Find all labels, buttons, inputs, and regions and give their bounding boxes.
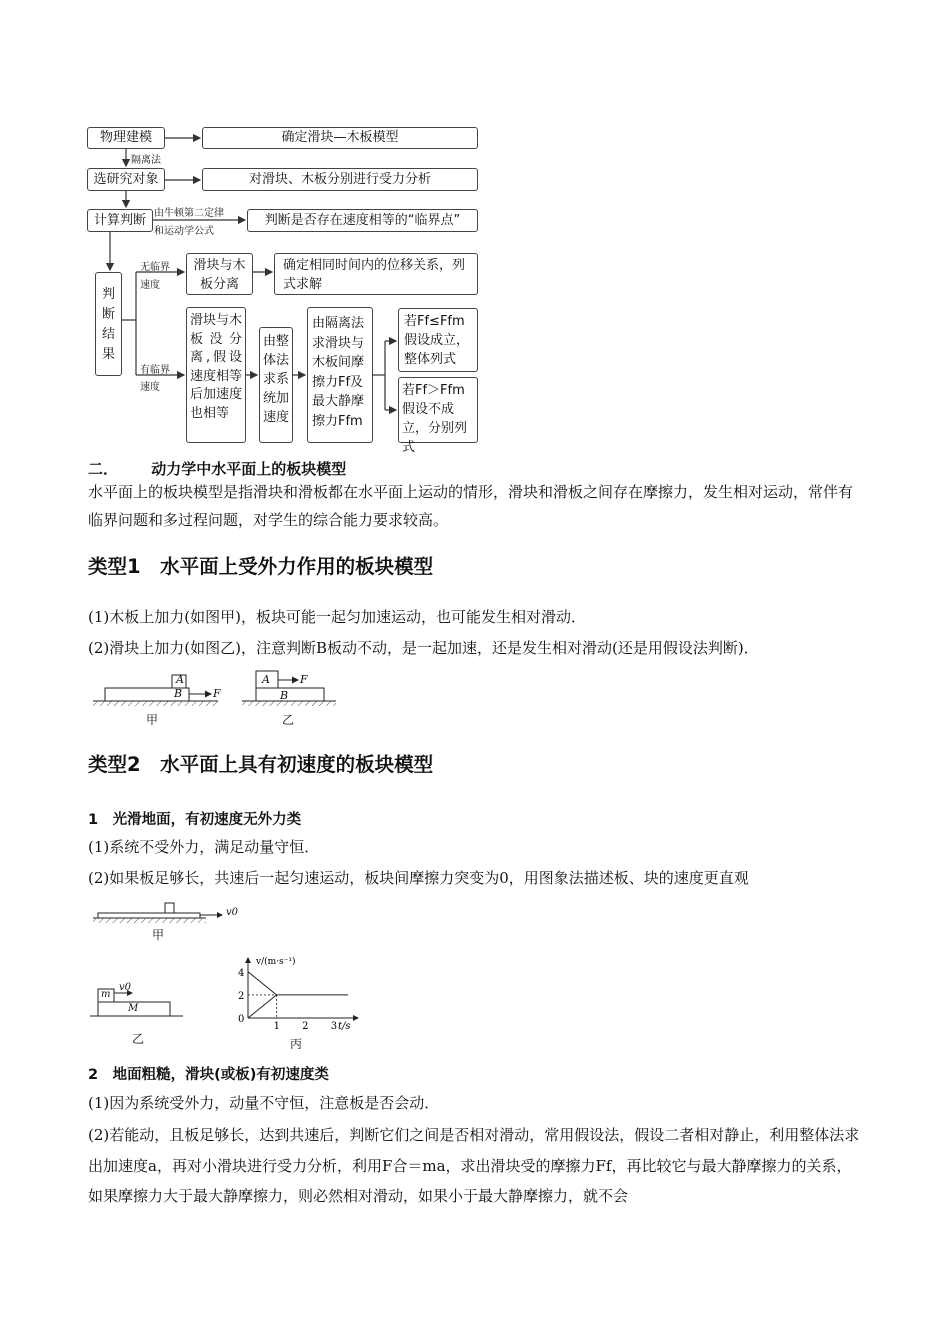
flow-case2-box <box>398 377 478 455</box>
flow-no-critical-label-1: 无临界 <box>140 262 170 273</box>
fig-a-ground <box>93 701 218 706</box>
section2-title: 动力学中水平面上的板块模型 <box>151 460 347 478</box>
flow-has-critical-label-2: 速度 <box>140 382 160 393</box>
flow-separate-result-text: 确定相同时间内的位移关系，列式求解 <box>283 258 466 292</box>
flow-isolate-friction-box <box>307 307 373 443</box>
section2-heading <box>88 458 346 479</box>
fig-yi-m-label: m <box>101 989 111 1000</box>
flow-newton-label-2: 和运动学公式 <box>154 226 214 237</box>
type1-p2: (2)滑块上加力(如图乙)，注意判断B板动不动，是一起加速，还是发生相对滑动(还是用假设法判断)． <box>88 639 759 657</box>
fig-b-ground <box>242 701 336 706</box>
fig-b-caption: 乙 <box>282 713 295 727</box>
fig-yi-v-label: v0 <box>119 982 132 993</box>
flow-newton-label-1: 由牛顿第二定律 <box>154 208 224 219</box>
fig-b-label-B: B <box>280 689 289 702</box>
flow-model-box <box>87 127 165 149</box>
flow-isolate-friction-text: 由隔离法求滑块与木板间摩擦力Ff及最大静摩擦力Ffm <box>312 316 365 429</box>
vt-ylabel: v/(m·s⁻¹) <box>256 957 296 967</box>
flow-judge-box <box>95 272 122 376</box>
section2-number: 二． <box>88 460 119 478</box>
flow-separate-result-box <box>274 253 478 295</box>
type2-s2p1: (1)因为系统受外力，动量不守恒，注意板是否会动． <box>88 1094 440 1112</box>
type2-sub2: 2 地面粗糙，滑块(或板)有初速度类 <box>88 1067 329 1083</box>
fig-jia-caption: 甲 <box>152 928 165 942</box>
flow-select-box <box>87 168 165 191</box>
fig-yi-M-label: M <box>128 1003 139 1014</box>
flow-case2-text: 若Ff＞Ffm 假设不成立，分别列式 <box>402 383 468 455</box>
fig-a-label-A: A <box>176 673 184 686</box>
flow-separate-box <box>186 253 253 295</box>
type2-fig-yi <box>88 980 188 1020</box>
vt-series-line-1 <box>248 995 277 1018</box>
flow-isolation-label: 隔离法 <box>131 155 161 166</box>
flow-case1-text: 若Ff≤Ffm 假设成立，整体列式 <box>404 314 470 367</box>
vt-series-line-0 <box>248 972 348 995</box>
vt-chart <box>226 952 366 1034</box>
type1-title: 类型1 水平面上受外力作用的板块模型 <box>88 555 434 578</box>
fig-b-label-A: A <box>262 673 270 686</box>
fig-b-label-F: F <box>300 673 308 686</box>
fig-jia-v-label: v0 <box>226 907 239 918</box>
flow-calc-result-box <box>247 209 478 232</box>
flow-select-result-box <box>202 168 478 191</box>
type2-sub1: 1 光滑地面，有初速度无外力类 <box>88 812 302 828</box>
fig-a-label-B: B <box>174 687 183 700</box>
flow-calc-text: 计算判断 <box>93 212 146 228</box>
vt-ytick-label: 0 <box>238 1014 245 1025</box>
flow-separate-text: 滑块与木板分离 <box>193 258 246 292</box>
vt-xtick-label: 1 <box>273 1021 280 1032</box>
flow-assume-box <box>186 307 246 443</box>
type2-fig-jia <box>88 898 248 928</box>
type2-s1p1: (1)系统不受外力，满足动量守恒． <box>88 838 320 856</box>
type2-s2p2: (2)若能动，且板足够长，达到共速后，判断它们之间是否相对滑动，常用假设法，假设二者相对静止，利用整体法求出加速度a，再对小滑块进行受力分析，利用F合＝ma，求出滑块受的摩擦力Ff，再比较它与最大静摩擦力的关系，如果摩擦力大于最大静摩擦力，则必然相对滑动，如果小于最大静摩擦力，就不会 <box>88 1126 860 1205</box>
flow-model-text: 物理建模 <box>99 130 152 145</box>
flow-has-critical-label-1: 有临界 <box>140 365 170 376</box>
flow-assume-text: 滑块与木板没分离,假设速度相等后加速度也相等 <box>190 313 243 421</box>
flow-select-result-text: 对滑块、木板分别进行受力分析 <box>248 171 431 187</box>
flow-judge-text: 判断结果 <box>102 287 116 362</box>
type1-p1: (1)木板上加力(如图甲)，板块可能一起匀加速运动，也可能发生相对滑动． <box>88 608 586 626</box>
vt-ytick-label: 4 <box>238 967 245 979</box>
flow-model-result-text: 确定滑块—木板模型 <box>281 130 399 145</box>
vt-xlabel: t/s <box>338 1021 351 1032</box>
fig-bing-caption: 丙 <box>290 1037 303 1051</box>
flow-case1-box <box>398 308 478 372</box>
flow-no-critical-label-2: 速度 <box>140 280 160 291</box>
flow-whole-text: 由整体法求系统加速度 <box>263 334 290 425</box>
section2-intro: 水平面上的板块模型是指滑块和滑板都在水平面上运动的情形，滑块和滑板之间存在摩擦力，发生相对运动，常伴有临界问题和多过程问题，对学生的综合能力要求较高。 <box>88 483 854 529</box>
type2-title: 类型2 水平面上具有初速度的板块模型 <box>88 753 434 776</box>
flow-model-result-box <box>202 127 478 149</box>
fig-jia-board <box>98 913 200 918</box>
fig-yi-caption: 乙 <box>132 1032 145 1046</box>
type2-s1p2: (2)如果板足够长，共速后一起匀速运动，板块间摩擦力突变为0，用图象法描述板、块的速度更直观 <box>88 869 749 887</box>
vt-xtick-label: 3 <box>330 1021 338 1032</box>
vt-ytick-label: 2 <box>238 990 245 1002</box>
vt-xtick-label: 2 <box>302 1021 309 1032</box>
fig-jia-block <box>165 903 174 913</box>
fig-a-label-F: F <box>213 687 221 700</box>
flow-calc-result-text: 判断是否存在速度相等的“临界点” <box>264 212 461 228</box>
fig-b-board <box>256 688 324 701</box>
fig-a-caption: 甲 <box>146 713 159 727</box>
flow-calc-box <box>87 209 153 232</box>
flow-whole-box <box>259 327 293 443</box>
flow-select-text: 选研究对象 <box>93 171 159 187</box>
